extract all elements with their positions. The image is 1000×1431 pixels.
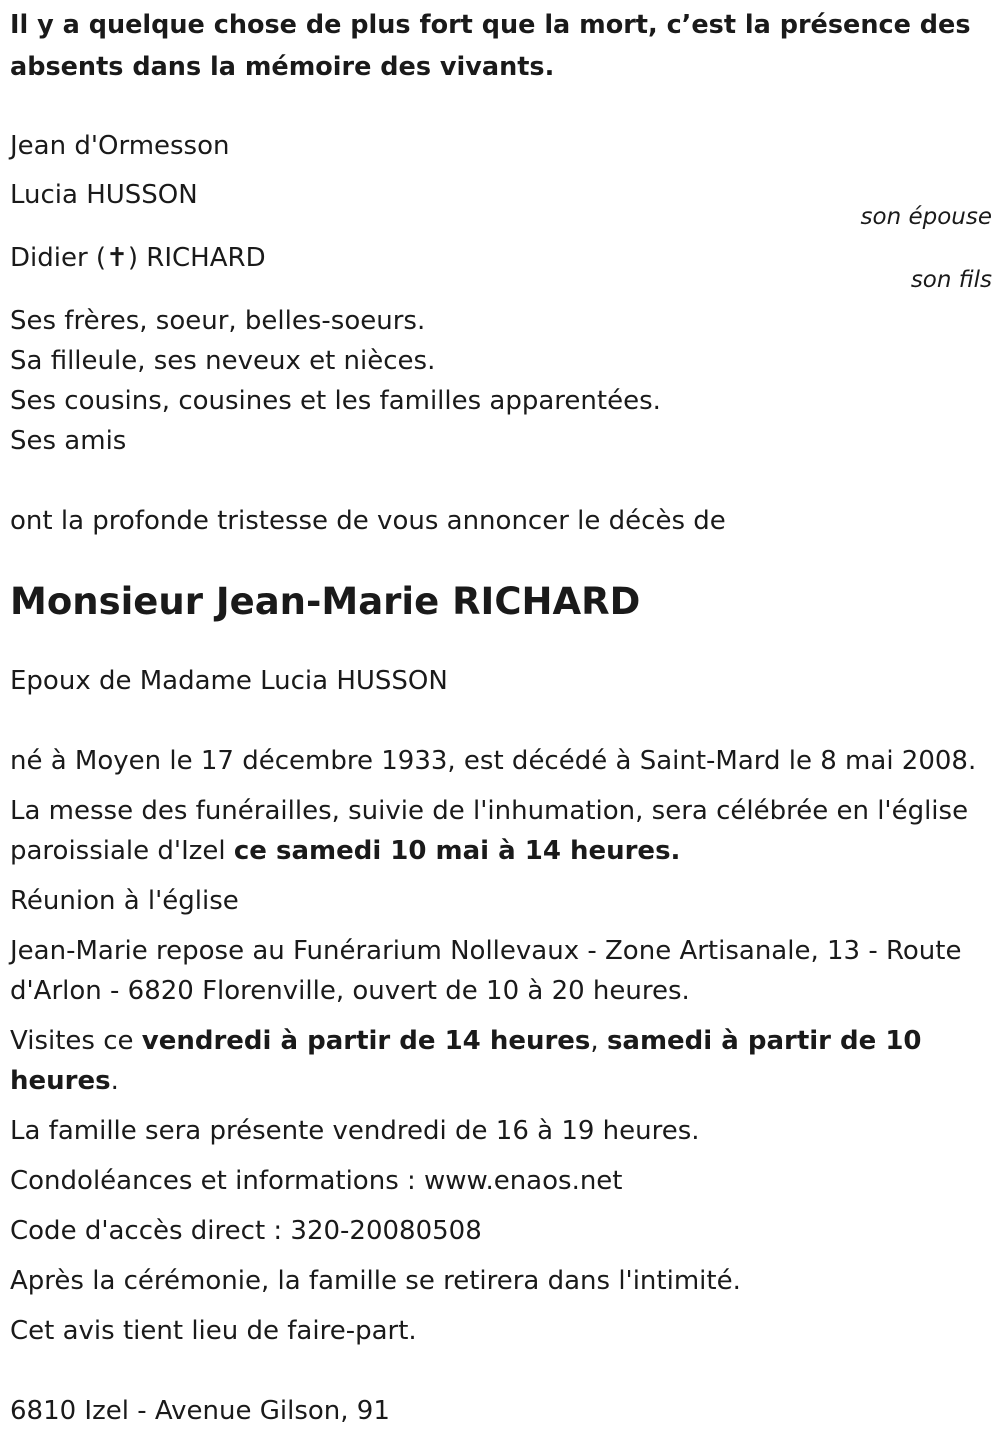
announcement: ont la profonde tristesse de vous annoncer le décès de — [10, 506, 726, 536]
quote-author: Jean d'Ormesson — [10, 131, 230, 161]
visits: Visites ce vendredi à partir de 14 heures, samedi à partir de 10 heures. — [10, 1026, 922, 1096]
cross-icon: ✝ — [106, 243, 128, 273]
spouse-of: Epoux de Madame Lucia HUSSON — [10, 666, 448, 696]
visits-friday: vendredi à partir de 14 heures — [141, 1026, 591, 1056]
family-present: La famille sera présente vendredi de 16 à 19 heures. — [10, 1116, 700, 1146]
spouse-role: son épouse — [860, 204, 992, 230]
address: 6810 Izel - Avenue Gilson, 91 — [10, 1396, 390, 1426]
funeral-line-1: La messe des funérailles, suivie de l'inhumation, sera célébrée en l'église — [10, 796, 969, 826]
deceased-name: Monsieur Jean-Marie RICHARD — [10, 580, 641, 623]
notice: Cet avis tient lieu de faire-part. — [10, 1316, 417, 1346]
relatives-line: Ses frères, soeur, belles-soeurs. — [10, 306, 426, 336]
obituary-notice — [10, 4, 992, 1431]
relatives-line: Sa filleule, ses neveux et nièces. — [10, 346, 436, 376]
access-code: Code d'accès direct : 320-20080508 — [10, 1216, 482, 1246]
visits-saturday: samedi à partir de 10 heures — [10, 1026, 922, 1096]
relatives-line: Ses amis — [10, 426, 127, 456]
meeting: Réunion à l'église — [10, 886, 239, 916]
quote — [10, 4, 992, 88]
condolences: Condoléances et informations : www.enaos.net — [10, 1166, 623, 1196]
rest-info — [10, 931, 992, 1011]
son-role: son fils — [910, 267, 992, 293]
spouse-name: Lucia HUSSON — [10, 180, 198, 210]
relatives-list — [10, 301, 992, 461]
family-spouse — [10, 175, 992, 230]
son-name: Didier (✝) RICHARD — [10, 243, 266, 273]
quote-line-2: absents dans la mémoire des vivants. — [10, 52, 555, 82]
quote-line-1: Il y a quelque chose de plus fort que la mort, c’est la présence des — [10, 10, 971, 40]
rest-line-2: d'Arlon - 6820 Florenville, ouvert de 10 à 20 heures. — [10, 976, 690, 1006]
funeral-info — [10, 791, 992, 871]
funeral-line-2: paroissiale d'Izel ce samedi 10 mai à 14 heures. — [10, 836, 681, 866]
after-ceremony: Après la cérémonie, la famille se retirera dans l'intimité. — [10, 1266, 741, 1296]
birth-death: né à Moyen le 17 décembre 1933, est décédé à Saint-Mard le 8 mai 2008. — [10, 746, 977, 776]
funeral-date-time: ce samedi 10 mai à 14 heures. — [233, 836, 681, 866]
family-son — [10, 238, 992, 293]
relatives-line: Ses cousins, cousines et les familles apparentées. — [10, 386, 661, 416]
rest-line-1: Jean-Marie repose au Funérarium Nollevaux - Zone Artisanale, 13 - Route — [10, 936, 962, 966]
